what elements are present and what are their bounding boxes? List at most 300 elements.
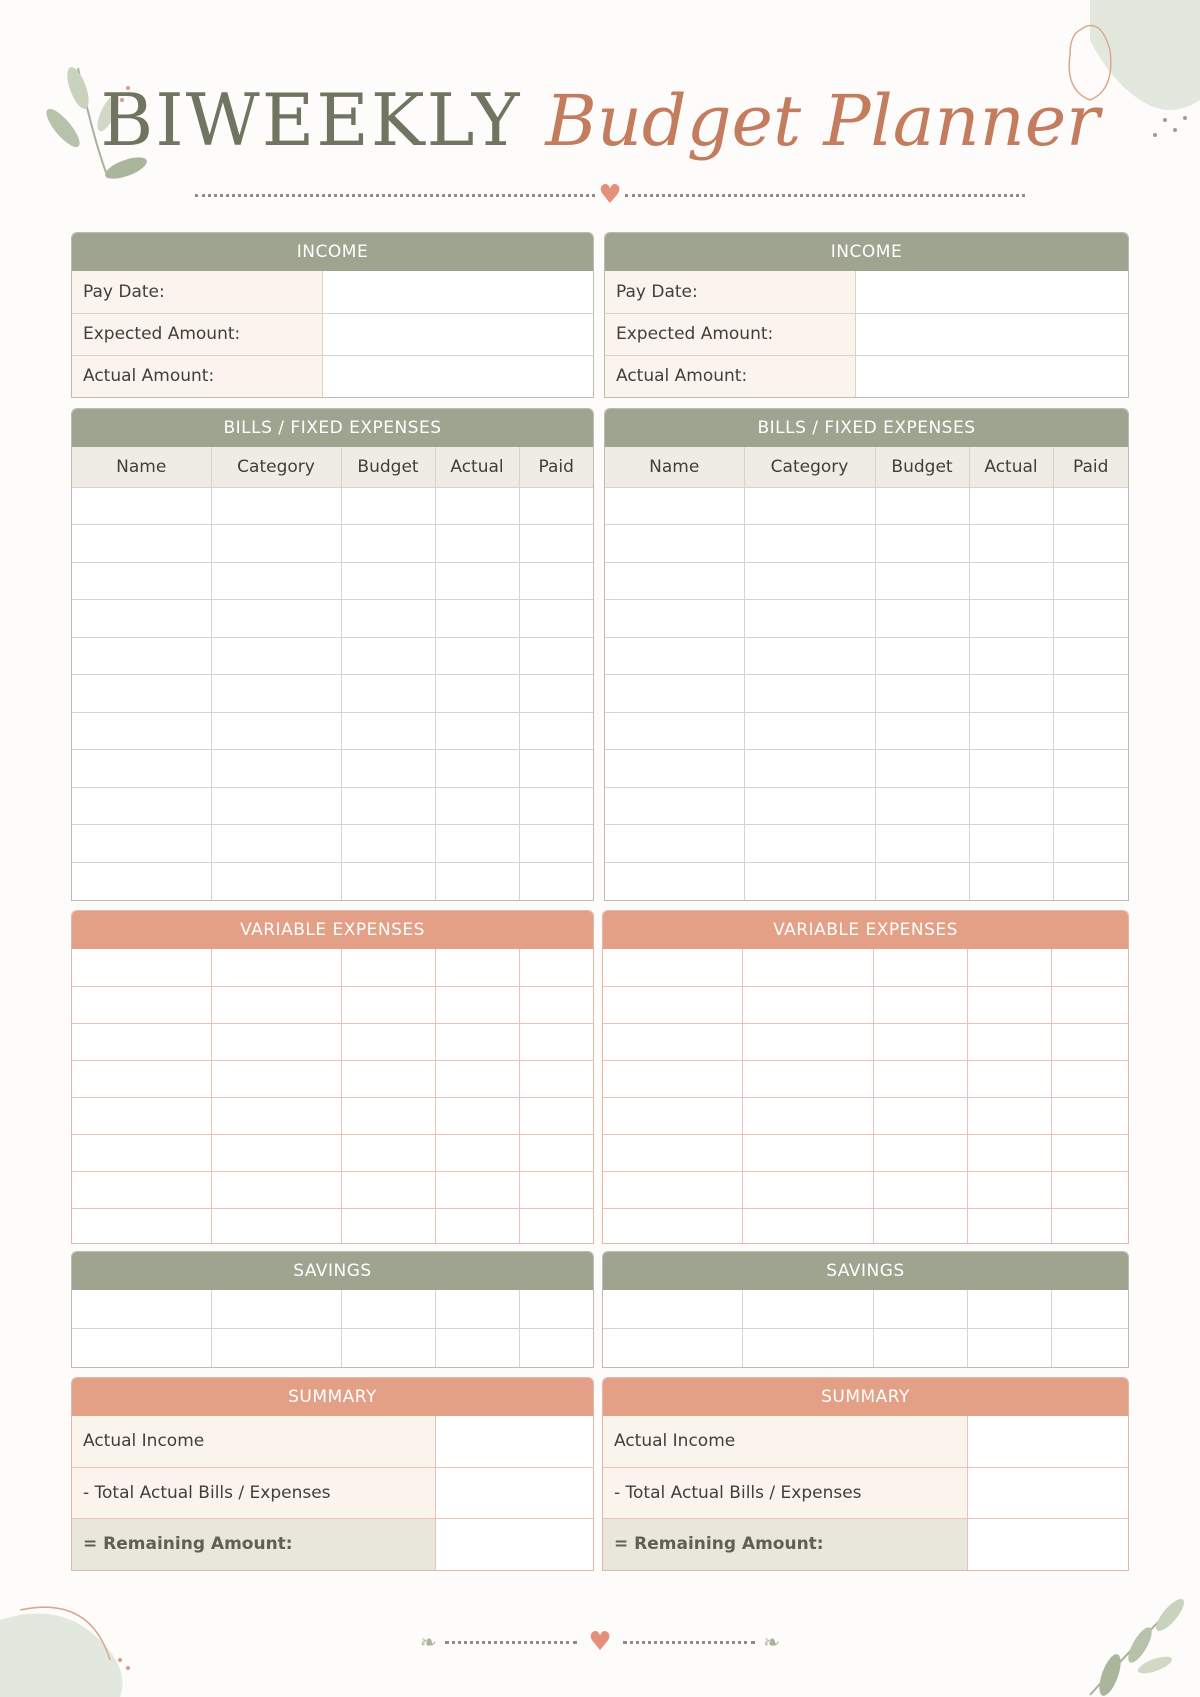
table-cell[interactable] <box>435 525 519 563</box>
table-cell[interactable] <box>605 712 744 750</box>
table-row <box>603 1023 1128 1060</box>
remaining-amount-label: = Remaining Amount: <box>72 1518 435 1570</box>
table-cell[interactable] <box>341 487 435 525</box>
table-cell[interactable] <box>605 600 744 638</box>
table-cell[interactable] <box>873 986 967 1023</box>
actual-income-field[interactable] <box>435 1416 593 1467</box>
table-row <box>72 862 593 900</box>
dotted-line <box>623 1641 755 1644</box>
table-cell[interactable] <box>742 1329 873 1368</box>
actual-amount-label: Actual Amount: <box>605 355 855 397</box>
table-cell[interactable] <box>519 712 593 750</box>
table-cell[interactable] <box>875 637 969 675</box>
actual-amount-field[interactable] <box>855 355 1128 397</box>
table-cell[interactable] <box>519 949 593 986</box>
table-cell[interactable] <box>341 1134 435 1171</box>
pay-date-label: Pay Date: <box>605 271 855 313</box>
table-cell[interactable] <box>875 750 969 788</box>
table-cell[interactable] <box>1053 862 1128 900</box>
table-cell[interactable] <box>1051 1208 1128 1244</box>
table-cell[interactable] <box>744 712 875 750</box>
table-row <box>72 1060 593 1097</box>
table-cell[interactable] <box>72 986 211 1023</box>
table-cell[interactable] <box>435 787 519 825</box>
table-cell[interactable] <box>435 562 519 600</box>
expected-amount-label: Expected Amount: <box>72 313 322 355</box>
table-cell[interactable] <box>72 637 211 675</box>
table-cell[interactable] <box>211 986 341 1023</box>
table-cell[interactable] <box>72 712 211 750</box>
table-cell[interactable] <box>603 1208 742 1244</box>
table-cell[interactable] <box>1051 1023 1128 1060</box>
table-cell[interactable] <box>211 525 341 563</box>
table-cell[interactable] <box>605 675 744 713</box>
table-cell[interactable] <box>341 787 435 825</box>
table-cell[interactable] <box>435 675 519 713</box>
bottom-ornament <box>420 1627 780 1657</box>
table-cell[interactable] <box>969 600 1053 638</box>
table-cell[interactable] <box>435 1134 519 1171</box>
table-cell[interactable] <box>967 1290 1051 1329</box>
table-cell[interactable] <box>744 600 875 638</box>
table-row <box>72 1208 593 1244</box>
table-row <box>605 525 1128 563</box>
table-row <box>605 787 1128 825</box>
col-paid: Paid <box>1053 447 1128 487</box>
table-cell[interactable] <box>744 675 875 713</box>
table-cell[interactable] <box>967 1023 1051 1060</box>
table-cell[interactable] <box>519 487 593 525</box>
table-cell[interactable] <box>742 1097 873 1134</box>
table-cell[interactable] <box>211 825 341 863</box>
table-cell[interactable] <box>519 986 593 1023</box>
table-cell[interactable] <box>519 862 593 900</box>
table-cell[interactable] <box>1053 637 1128 675</box>
table-cell[interactable] <box>519 562 593 600</box>
table-row <box>72 949 593 986</box>
table-cell[interactable] <box>435 600 519 638</box>
table-cell[interactable] <box>873 949 967 986</box>
table-cell[interactable] <box>967 949 1051 986</box>
table-cell[interactable] <box>211 862 341 900</box>
income-header: INCOME <box>72 233 593 271</box>
table-cell[interactable] <box>72 1329 211 1368</box>
table-row <box>72 787 593 825</box>
leaf-left-icon: ❧ <box>420 1630 437 1654</box>
table-cell[interactable] <box>435 1290 519 1329</box>
pay-date-field[interactable] <box>855 271 1128 313</box>
savings-panel-left <box>71 1251 594 1368</box>
expected-amount-label: Expected Amount: <box>605 313 855 355</box>
table-cell[interactable] <box>211 1208 341 1244</box>
table-cell[interactable] <box>603 1023 742 1060</box>
table-cell[interactable] <box>605 787 744 825</box>
table-cell[interactable] <box>72 949 211 986</box>
table-cell[interactable] <box>967 1329 1051 1368</box>
table-cell[interactable] <box>341 862 435 900</box>
table-cell[interactable] <box>519 637 593 675</box>
table-cell[interactable] <box>72 525 211 563</box>
table-cell[interactable] <box>341 600 435 638</box>
table-cell[interactable] <box>1053 600 1128 638</box>
table-cell[interactable] <box>72 675 211 713</box>
table-cell[interactable] <box>603 1060 742 1097</box>
expected-amount-field[interactable] <box>855 313 1128 355</box>
remaining-amount-field[interactable] <box>435 1518 593 1570</box>
table-cell[interactable] <box>211 1134 341 1171</box>
table-cell[interactable] <box>875 525 969 563</box>
table-row <box>605 600 1128 638</box>
table-cell[interactable] <box>742 949 873 986</box>
table-cell[interactable] <box>72 825 211 863</box>
table-cell[interactable] <box>967 1060 1051 1097</box>
leaf-sprig-bottom-right-icon <box>1070 1590 1200 1697</box>
table-row <box>72 712 593 750</box>
title-divider <box>195 180 1025 210</box>
table-cell[interactable] <box>873 1171 967 1208</box>
table-cell[interactable] <box>605 637 744 675</box>
table-cell[interactable] <box>211 1329 341 1368</box>
table-cell[interactable] <box>969 675 1053 713</box>
table-row <box>72 600 593 638</box>
table-cell[interactable] <box>435 825 519 863</box>
table-cell[interactable] <box>873 1060 967 1097</box>
col-budget: Budget <box>341 447 435 487</box>
total-bills-field[interactable] <box>967 1467 1128 1518</box>
table-cell[interactable] <box>1051 1134 1128 1171</box>
table-cell[interactable] <box>211 750 341 788</box>
table-cell[interactable] <box>744 637 875 675</box>
table-row <box>605 862 1128 900</box>
table-cell[interactable] <box>1053 675 1128 713</box>
table-cell[interactable] <box>605 562 744 600</box>
table-cell[interactable] <box>435 1171 519 1208</box>
table-cell[interactable] <box>435 487 519 525</box>
table-cell[interactable] <box>744 862 875 900</box>
col-category: Category <box>744 447 875 487</box>
table-cell[interactable] <box>873 1134 967 1171</box>
table-cell[interactable] <box>519 1060 593 1097</box>
bills-panel-right <box>604 408 1129 901</box>
table-cell[interactable] <box>603 949 742 986</box>
table-cell[interactable] <box>211 1290 341 1329</box>
table-cell[interactable] <box>341 750 435 788</box>
table-cell[interactable] <box>435 637 519 675</box>
table-cell[interactable] <box>435 1097 519 1134</box>
table-cell[interactable] <box>211 949 341 986</box>
col-category: Category <box>211 447 341 487</box>
table-cell[interactable] <box>969 562 1053 600</box>
table-cell[interactable] <box>969 525 1053 563</box>
table-cell[interactable] <box>873 1329 967 1368</box>
table-cell[interactable] <box>72 1290 211 1329</box>
table-cell[interactable] <box>211 637 341 675</box>
table-row <box>72 1134 593 1171</box>
table-cell[interactable] <box>603 1329 742 1368</box>
table-cell[interactable] <box>72 787 211 825</box>
table-cell[interactable] <box>519 787 593 825</box>
table-cell[interactable] <box>875 825 969 863</box>
table-cell[interactable] <box>341 1097 435 1134</box>
table-cell[interactable] <box>873 1023 967 1060</box>
table-cell[interactable] <box>1053 487 1128 525</box>
table-cell[interactable] <box>72 862 211 900</box>
table-cell[interactable] <box>72 600 211 638</box>
table-cell[interactable] <box>873 1290 967 1329</box>
table-cell[interactable] <box>435 1329 519 1368</box>
table-cell[interactable] <box>341 675 435 713</box>
table-cell[interactable] <box>211 600 341 638</box>
table-cell[interactable] <box>341 1208 435 1244</box>
summary-panel-left <box>71 1377 594 1571</box>
table-cell[interactable] <box>435 862 519 900</box>
table-cell[interactable] <box>211 1060 341 1097</box>
table-row <box>605 750 1128 788</box>
total-bills-field[interactable] <box>435 1467 593 1518</box>
table-row <box>72 487 593 525</box>
table-cell[interactable] <box>742 1023 873 1060</box>
table-cell[interactable] <box>744 750 875 788</box>
table-cell[interactable] <box>211 1171 341 1208</box>
table-cell[interactable] <box>967 1208 1051 1244</box>
table-cell[interactable] <box>211 675 341 713</box>
table-row <box>603 1208 1128 1244</box>
table-cell[interactable] <box>341 1171 435 1208</box>
table-cell[interactable] <box>603 1290 742 1329</box>
pay-date-field[interactable] <box>322 271 593 313</box>
savings-header: SAVINGS <box>72 1252 593 1290</box>
heart-icon: ♥ <box>598 180 622 210</box>
income-panel-right <box>604 232 1129 398</box>
table-cell[interactable] <box>519 825 593 863</box>
table-cell[interactable] <box>605 825 744 863</box>
leaf-right-icon: ❧ <box>763 1630 780 1654</box>
table-cell[interactable] <box>435 712 519 750</box>
dotted-line <box>195 194 595 197</box>
income-header: INCOME <box>605 233 1128 271</box>
table-cell[interactable] <box>605 525 744 563</box>
table-cell[interactable] <box>1053 750 1128 788</box>
table-cell[interactable] <box>742 1060 873 1097</box>
table-row <box>72 675 593 713</box>
table-row <box>603 949 1128 986</box>
table-row <box>72 637 593 675</box>
table-row <box>605 712 1128 750</box>
table-row <box>72 562 593 600</box>
table-row <box>603 1134 1128 1171</box>
table-cell[interactable] <box>742 986 873 1023</box>
dotted-line <box>625 194 1025 197</box>
table-cell[interactable] <box>1051 1097 1128 1134</box>
table-cell[interactable] <box>72 487 211 525</box>
heart-icon: ♥ <box>588 1627 612 1657</box>
table-row <box>72 750 593 788</box>
table-row <box>603 1060 1128 1097</box>
table-cell[interactable] <box>875 712 969 750</box>
table-cell[interactable] <box>72 1171 211 1208</box>
table-row <box>603 1097 1128 1134</box>
total-bills-label: - Total Actual Bills / Expenses <box>72 1467 435 1518</box>
table-cell[interactable] <box>1053 787 1128 825</box>
table-cell[interactable] <box>875 562 969 600</box>
table-cell[interactable] <box>72 1208 211 1244</box>
table-cell[interactable] <box>211 712 341 750</box>
col-paid: Paid <box>519 447 593 487</box>
table-cell[interactable] <box>211 487 341 525</box>
table-cell[interactable] <box>969 787 1053 825</box>
table-row <box>603 1171 1128 1208</box>
table-cell[interactable] <box>435 949 519 986</box>
table-cell[interactable] <box>1051 1290 1128 1329</box>
table-cell[interactable] <box>1051 1060 1128 1097</box>
table-cell[interactable] <box>969 637 1053 675</box>
table-cell[interactable] <box>1053 525 1128 563</box>
table-cell[interactable] <box>969 750 1053 788</box>
table-cell[interactable] <box>341 986 435 1023</box>
table-cell[interactable] <box>72 1097 211 1134</box>
summary-header: SUMMARY <box>603 1378 1128 1416</box>
table-cell[interactable] <box>603 1097 742 1134</box>
actual-income-label: Actual Income <box>72 1416 435 1467</box>
table-cell[interactable] <box>519 1208 593 1244</box>
table-cell[interactable] <box>967 1097 1051 1134</box>
table-cell[interactable] <box>72 1134 211 1171</box>
col-budget: Budget <box>875 447 969 487</box>
table-cell[interactable] <box>875 487 969 525</box>
table-cell[interactable] <box>435 1023 519 1060</box>
table-cell[interactable] <box>603 1134 742 1171</box>
table-cell[interactable] <box>435 1060 519 1097</box>
savings-table <box>72 1290 593 1367</box>
table-cell[interactable] <box>211 787 341 825</box>
title-main: BIWEEKLY <box>100 78 522 162</box>
table-cell[interactable] <box>211 1097 341 1134</box>
table-cell[interactable] <box>341 1023 435 1060</box>
actual-amount-field[interactable] <box>322 355 593 397</box>
table-cell[interactable] <box>435 750 519 788</box>
table-cell[interactable] <box>341 1060 435 1097</box>
table-cell[interactable] <box>1053 562 1128 600</box>
table-cell[interactable] <box>967 1134 1051 1171</box>
table-cell[interactable] <box>519 525 593 563</box>
table-cell[interactable] <box>742 1208 873 1244</box>
col-actual: Actual <box>435 447 519 487</box>
table-cell[interactable] <box>72 1060 211 1097</box>
table-cell[interactable] <box>341 1290 435 1329</box>
remaining-amount-field[interactable] <box>967 1518 1128 1570</box>
table-cell[interactable] <box>341 1329 435 1368</box>
table-cell[interactable] <box>341 562 435 600</box>
actual-income-label: Actual Income <box>603 1416 967 1467</box>
table-cell[interactable] <box>519 1023 593 1060</box>
table-cell[interactable] <box>519 1329 593 1368</box>
table-cell[interactable] <box>605 487 744 525</box>
table-cell[interactable] <box>341 712 435 750</box>
table-cell[interactable] <box>744 487 875 525</box>
table-cell[interactable] <box>341 637 435 675</box>
table-cell[interactable] <box>519 1290 593 1329</box>
summary-header: SUMMARY <box>72 1378 593 1416</box>
col-actual: Actual <box>969 447 1053 487</box>
table-cell[interactable] <box>875 862 969 900</box>
table-cell[interactable] <box>72 750 211 788</box>
table-cell[interactable] <box>742 1290 873 1329</box>
table-cell[interactable] <box>969 862 1053 900</box>
table-cell[interactable] <box>1051 1329 1128 1368</box>
table-cell[interactable] <box>969 712 1053 750</box>
table-cell[interactable] <box>875 600 969 638</box>
table-cell[interactable] <box>519 1171 593 1208</box>
table-cell[interactable] <box>969 487 1053 525</box>
table-cell[interactable] <box>967 986 1051 1023</box>
table-cell[interactable] <box>72 562 211 600</box>
table-cell[interactable] <box>341 825 435 863</box>
table-cell[interactable] <box>1053 712 1128 750</box>
table-cell[interactable] <box>744 525 875 563</box>
table-row <box>72 1171 593 1208</box>
table-cell[interactable] <box>603 1171 742 1208</box>
table-cell[interactable] <box>519 600 593 638</box>
table-row <box>72 525 593 563</box>
table-row <box>72 1329 593 1368</box>
table-cell[interactable] <box>1051 986 1128 1023</box>
table-cell[interactable] <box>742 1171 873 1208</box>
table-cell[interactable] <box>341 525 435 563</box>
table-cell[interactable] <box>605 862 744 900</box>
table-cell[interactable] <box>603 986 742 1023</box>
savings-table <box>603 1290 1128 1367</box>
remaining-amount-label: = Remaining Amount: <box>603 1518 967 1570</box>
table-cell[interactable] <box>605 750 744 788</box>
bills-header: BILLS / FIXED EXPENSES <box>72 409 593 447</box>
table-cell[interactable] <box>969 825 1053 863</box>
summary-panel-right <box>602 1377 1129 1571</box>
col-name: Name <box>72 447 211 487</box>
table-cell[interactable] <box>742 1134 873 1171</box>
table-cell[interactable] <box>875 675 969 713</box>
table-cell[interactable] <box>341 949 435 986</box>
table-cell[interactable] <box>1051 949 1128 986</box>
actual-income-field[interactable] <box>967 1416 1128 1467</box>
table-cell[interactable] <box>1053 825 1128 863</box>
table-row <box>605 825 1128 863</box>
variable-header: VARIABLE EXPENSES <box>72 911 593 949</box>
table-cell[interactable] <box>211 1023 341 1060</box>
table-cell[interactable] <box>519 1097 593 1134</box>
table-cell[interactable] <box>519 750 593 788</box>
table-cell[interactable] <box>72 1023 211 1060</box>
variable-header: VARIABLE EXPENSES <box>603 911 1128 949</box>
table-cell[interactable] <box>744 787 875 825</box>
table-row <box>603 1329 1128 1368</box>
table-cell[interactable] <box>519 675 593 713</box>
income-panel-left <box>71 232 594 398</box>
table-cell[interactable] <box>873 1097 967 1134</box>
col-name: Name <box>605 447 744 487</box>
table-cell[interactable] <box>435 986 519 1023</box>
table-cell[interactable] <box>1051 1171 1128 1208</box>
table-cell[interactable] <box>873 1208 967 1244</box>
table-cell[interactable] <box>435 1208 519 1244</box>
table-cell[interactable] <box>875 787 969 825</box>
table-cell[interactable] <box>744 562 875 600</box>
variable-table <box>603 949 1128 1244</box>
table-cell[interactable] <box>967 1171 1051 1208</box>
table-cell[interactable] <box>519 1134 593 1171</box>
table-cell[interactable] <box>211 562 341 600</box>
expected-amount-field[interactable] <box>322 313 593 355</box>
table-cell[interactable] <box>744 825 875 863</box>
